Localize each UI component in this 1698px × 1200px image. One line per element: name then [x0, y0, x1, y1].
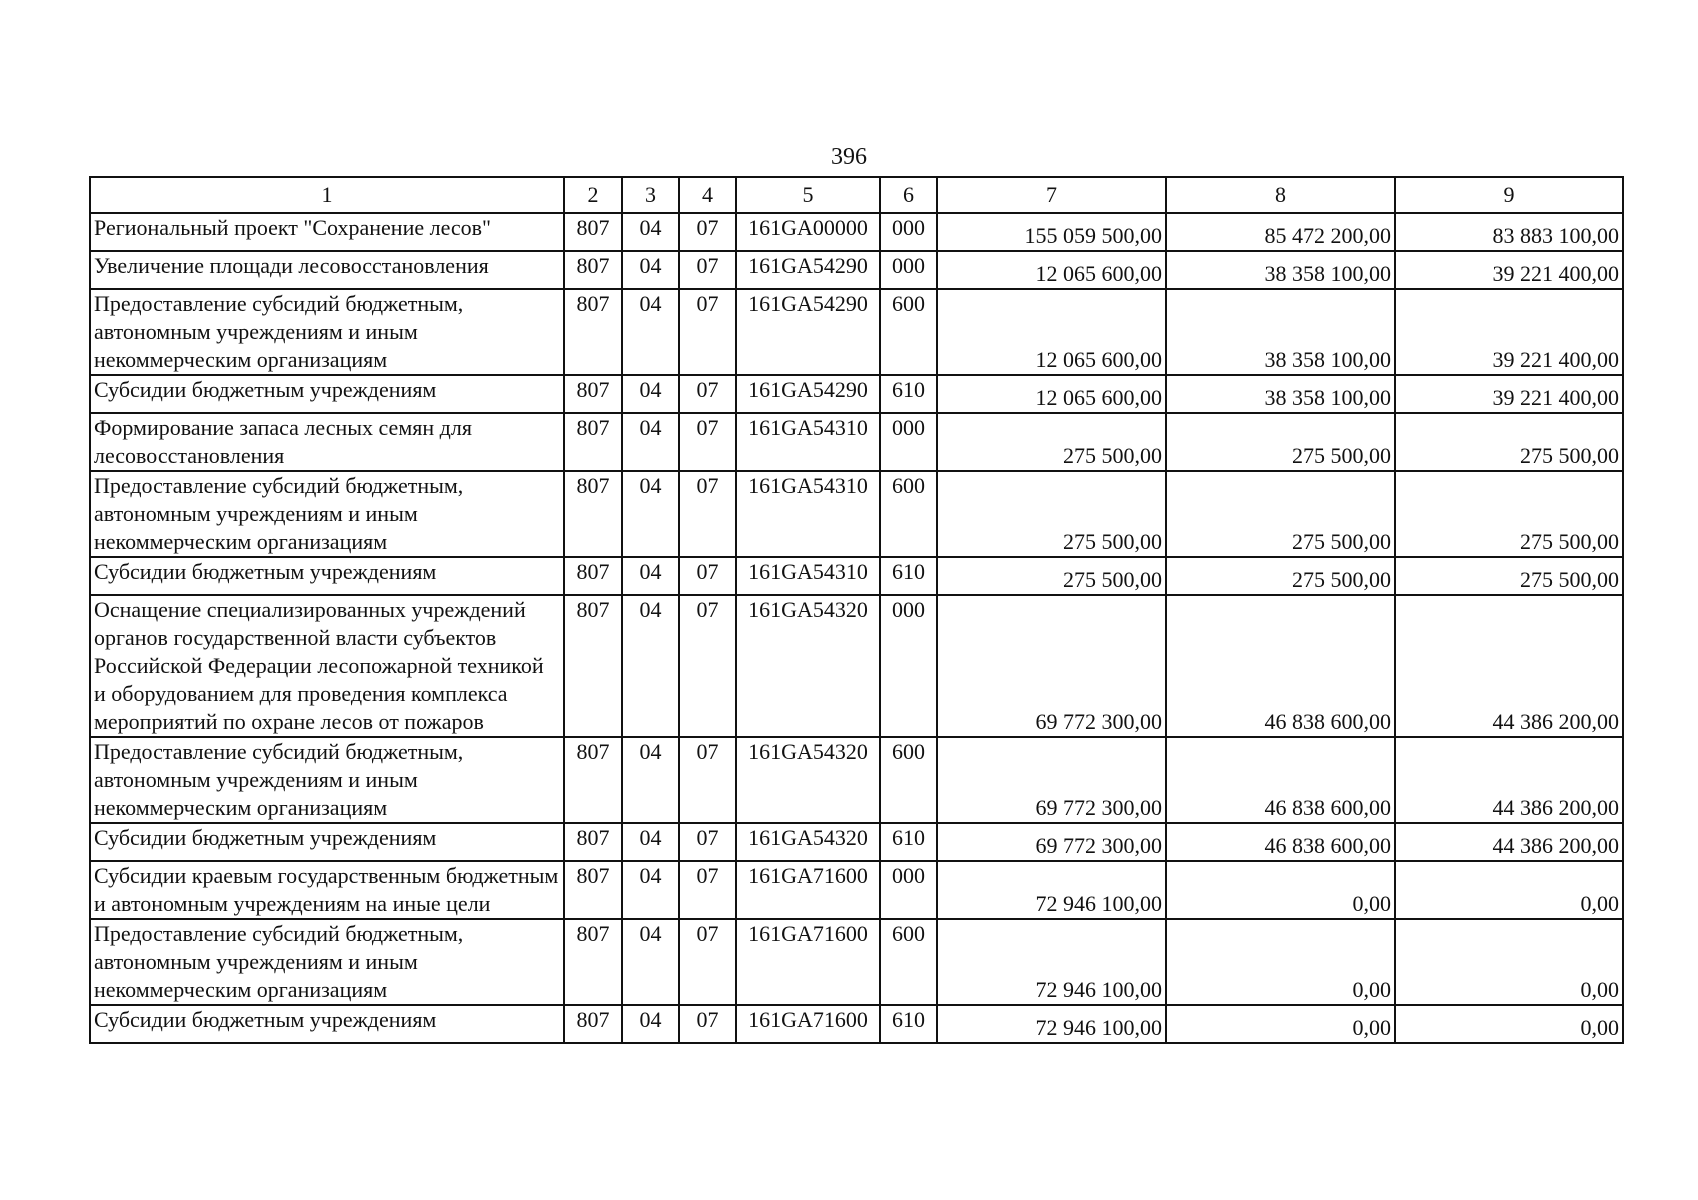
- subsection-cell: 07: [679, 1005, 736, 1043]
- target-article-cell: 161GA54290: [736, 289, 880, 375]
- amount-cell: 275 500,00: [1166, 471, 1395, 557]
- row-name-cell: Субсидии бюджетным учреждениям: [90, 1005, 564, 1043]
- target-article-cell: 161GA54320: [736, 823, 880, 861]
- table-row: [90, 471, 1623, 557]
- row-name-cell: Формирование запаса лесных семян для лесовосстановления: [90, 413, 564, 471]
- target-article-cell: 161GA54310: [736, 471, 880, 557]
- expense-type-cell: 000: [880, 595, 937, 737]
- table-row: [90, 413, 1623, 471]
- target-article-cell: 161GA71600: [736, 1005, 880, 1043]
- section-cell: 04: [622, 595, 679, 737]
- header-cell: 4: [679, 177, 736, 213]
- target-article-cell: 161GA54310: [736, 557, 880, 595]
- amount-cell: 44 386 200,00: [1395, 823, 1623, 861]
- subsection-cell: 07: [679, 213, 736, 251]
- table-row: [90, 213, 1623, 251]
- amount-cell: 275 500,00: [937, 557, 1166, 595]
- amount-cell: 275 500,00: [1166, 413, 1395, 471]
- amount-cell: 0,00: [1395, 919, 1623, 1005]
- section-cell: 04: [622, 823, 679, 861]
- header-cell: 6: [880, 177, 937, 213]
- amount-cell: 0,00: [1166, 919, 1395, 1005]
- table-row: [90, 375, 1623, 413]
- subsection-cell: 07: [679, 471, 736, 557]
- amount-cell: 155 059 500,00: [937, 213, 1166, 251]
- code-cell: 807: [564, 471, 622, 557]
- table-row: [90, 823, 1623, 861]
- header-cell: 1: [90, 177, 564, 213]
- table-row: [90, 289, 1623, 375]
- expense-type-cell: 000: [880, 413, 937, 471]
- amount-cell: 0,00: [1166, 861, 1395, 919]
- amount-cell: 83 883 100,00: [1395, 213, 1623, 251]
- header-cell: 2: [564, 177, 622, 213]
- table-row: [90, 557, 1623, 595]
- row-name-cell: Предоставление субсидий бюджетным, автономным учреждениям и иным некоммерческим организациям: [90, 289, 564, 375]
- section-cell: 04: [622, 1005, 679, 1043]
- expense-type-cell: 000: [880, 213, 937, 251]
- code-cell: 807: [564, 557, 622, 595]
- subsection-cell: 07: [679, 823, 736, 861]
- code-cell: 807: [564, 251, 622, 289]
- section-cell: 04: [622, 861, 679, 919]
- subsection-cell: 07: [679, 919, 736, 1005]
- subsection-cell: 07: [679, 861, 736, 919]
- row-name-cell: Предоставление субсидий бюджетным, автономным учреждениям и иным некоммерческим организациям: [90, 919, 564, 1005]
- table-row: [90, 737, 1623, 823]
- header-row: [90, 177, 1623, 213]
- table-row: [90, 861, 1623, 919]
- amount-cell: 12 065 600,00: [937, 251, 1166, 289]
- expense-type-cell: 600: [880, 471, 937, 557]
- section-cell: 04: [622, 213, 679, 251]
- code-cell: 807: [564, 823, 622, 861]
- amount-cell: 275 500,00: [937, 471, 1166, 557]
- amount-cell: 46 838 600,00: [1166, 823, 1395, 861]
- section-cell: 04: [622, 919, 679, 1005]
- amount-cell: 85 472 200,00: [1166, 213, 1395, 251]
- code-cell: 807: [564, 213, 622, 251]
- subsection-cell: 07: [679, 737, 736, 823]
- amount-cell: 275 500,00: [1395, 557, 1623, 595]
- expense-type-cell: 610: [880, 557, 937, 595]
- amount-cell: 69 772 300,00: [937, 595, 1166, 737]
- table-row: [90, 595, 1623, 737]
- amount-cell: 46 838 600,00: [1166, 595, 1395, 737]
- header-cell: 9: [1395, 177, 1623, 213]
- amount-cell: 38 358 100,00: [1166, 289, 1395, 375]
- expense-type-cell: 600: [880, 737, 937, 823]
- expense-type-cell: 600: [880, 919, 937, 1005]
- expense-type-cell: 610: [880, 1005, 937, 1043]
- amount-cell: 39 221 400,00: [1395, 289, 1623, 375]
- amount-cell: 72 946 100,00: [937, 1005, 1166, 1043]
- amount-cell: 44 386 200,00: [1395, 595, 1623, 737]
- amount-cell: 275 500,00: [937, 413, 1166, 471]
- amount-cell: 12 065 600,00: [937, 375, 1166, 413]
- section-cell: 04: [622, 557, 679, 595]
- header-cell: 8: [1166, 177, 1395, 213]
- target-article-cell: 161GA54310: [736, 413, 880, 471]
- row-name-cell: Субсидии бюджетным учреждениям: [90, 557, 564, 595]
- row-name-cell: Региональный проект "Сохранение лесов": [90, 213, 564, 251]
- amount-cell: 72 946 100,00: [937, 861, 1166, 919]
- amount-cell: 0,00: [1395, 861, 1623, 919]
- target-article-cell: 161GA54290: [736, 375, 880, 413]
- amount-cell: 69 772 300,00: [937, 823, 1166, 861]
- amount-cell: 12 065 600,00: [937, 289, 1166, 375]
- amount-cell: 72 946 100,00: [937, 919, 1166, 1005]
- amount-cell: 0,00: [1166, 1005, 1395, 1043]
- amount-cell: 38 358 100,00: [1166, 251, 1395, 289]
- target-article-cell: 161GA00000: [736, 213, 880, 251]
- code-cell: 807: [564, 919, 622, 1005]
- section-cell: 04: [622, 375, 679, 413]
- subsection-cell: 07: [679, 251, 736, 289]
- expense-type-cell: 000: [880, 861, 937, 919]
- table-row: [90, 1005, 1623, 1043]
- expense-type-cell: 610: [880, 823, 937, 861]
- amount-cell: 38 358 100,00: [1166, 375, 1395, 413]
- amount-cell: 275 500,00: [1166, 557, 1395, 595]
- code-cell: 807: [564, 289, 622, 375]
- row-name-cell: Субсидии бюджетным учреждениям: [90, 375, 564, 413]
- code-cell: 807: [564, 861, 622, 919]
- row-name-cell: Предоставление субсидий бюджетным, автономным учреждениям и иным некоммерческим организациям: [90, 737, 564, 823]
- amount-cell: 275 500,00: [1395, 413, 1623, 471]
- code-cell: 807: [564, 1005, 622, 1043]
- target-article-cell: 161GA54320: [736, 737, 880, 823]
- subsection-cell: 07: [679, 557, 736, 595]
- subsection-cell: 07: [679, 595, 736, 737]
- section-cell: 04: [622, 737, 679, 823]
- code-cell: 807: [564, 413, 622, 471]
- code-cell: 807: [564, 737, 622, 823]
- subsection-cell: 07: [679, 289, 736, 375]
- code-cell: 807: [564, 595, 622, 737]
- subsection-cell: 07: [679, 413, 736, 471]
- section-cell: 04: [622, 251, 679, 289]
- row-name-cell: Субсидии краевым государственным бюджетным и автономным учреждениям на иные цели: [90, 861, 564, 919]
- section-cell: 04: [622, 413, 679, 471]
- target-article-cell: 161GA54290: [736, 251, 880, 289]
- page-number: 396: [831, 144, 867, 170]
- header-cell: 5: [736, 177, 880, 213]
- amount-cell: 69 772 300,00: [937, 737, 1166, 823]
- row-name-cell: Оснащение специализированных учреждений органов государственной власти субъектов Российской Федерации лесопожарной техникой и оборудованием для проведения комплекса мероприятий по охране лесов от пожаров: [90, 595, 564, 737]
- code-cell: 807: [564, 375, 622, 413]
- row-name-cell: Предоставление субсидий бюджетным, автономным учреждениям и иным некоммерческим организациям: [90, 471, 564, 557]
- header-cell: 7: [937, 177, 1166, 213]
- subsection-cell: 07: [679, 375, 736, 413]
- amount-cell: 46 838 600,00: [1166, 737, 1395, 823]
- expense-type-cell: 000: [880, 251, 937, 289]
- section-cell: 04: [622, 471, 679, 557]
- expense-type-cell: 600: [880, 289, 937, 375]
- row-name-cell: Субсидии бюджетным учреждениям: [90, 823, 564, 861]
- target-article-cell: 161GA71600: [736, 919, 880, 1005]
- table-row: [90, 251, 1623, 289]
- amount-cell: 44 386 200,00: [1395, 737, 1623, 823]
- section-cell: 04: [622, 289, 679, 375]
- row-name-cell: Увеличение площади лесовосстановления: [90, 251, 564, 289]
- amount-cell: 39 221 400,00: [1395, 251, 1623, 289]
- amount-cell: 0,00: [1395, 1005, 1623, 1043]
- header-cell: 3: [622, 177, 679, 213]
- target-article-cell: 161GA54320: [736, 595, 880, 737]
- table-row: [90, 919, 1623, 1005]
- expense-type-cell: 610: [880, 375, 937, 413]
- budget-table: [89, 176, 1624, 1044]
- amount-cell: 275 500,00: [1395, 471, 1623, 557]
- amount-cell: 39 221 400,00: [1395, 375, 1623, 413]
- target-article-cell: 161GA71600: [736, 861, 880, 919]
